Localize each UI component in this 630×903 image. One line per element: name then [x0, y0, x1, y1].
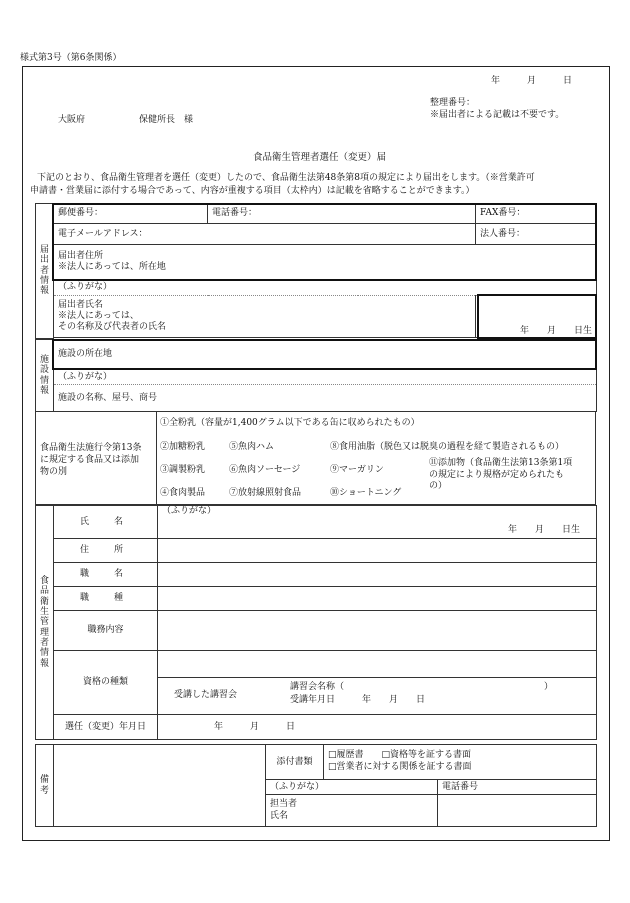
attachments-checklist[interactable] — [324, 745, 597, 780]
food-type-option-1[interactable]: ①全粉乳（容量が1,400グラム以下である缶に収められたもの） — [160, 418, 420, 428]
food-type-option-4[interactable]: ④食肉製品 — [160, 488, 206, 498]
contact-furigana-field[interactable]: （ふりがな） — [266, 780, 438, 795]
submission-date: 年 月 日 — [491, 76, 573, 86]
facility-table — [35, 339, 597, 412]
applicant-furigana-field[interactable]: （ふりがな） — [54, 280, 597, 296]
manager-address-field[interactable] — [158, 539, 597, 563]
manager-occupation-label: 職 名 — [54, 563, 158, 587]
manager-job-type-field[interactable] — [158, 587, 597, 611]
course-date-label: 受講年月日 年 月 日 — [290, 695, 426, 705]
remarks-field[interactable] — [54, 745, 266, 827]
qualification-label: 資格の種類 — [54, 651, 158, 715]
addressee-title: 保健所長 様 — [139, 115, 194, 125]
food-type-option-9[interactable]: ⑨マーガリン — [330, 465, 384, 475]
contact-person-name-label: 氏名 — [270, 810, 289, 821]
intro-text-line-2: 申請書・営業届に添付する場合であって、内容が重複する項目（太枠内）は記載を省略することができます。） — [30, 186, 475, 196]
reference-number-label: 整理番号： — [430, 98, 476, 108]
applicant-name-note-2: その名称及び代表者の氏名 — [58, 321, 167, 332]
reference-number-note: ※届出者による記載は不要です。 — [430, 110, 565, 120]
manager-name-label: 氏 名 — [54, 506, 158, 539]
fax-field[interactable]: FAX番号： — [476, 204, 597, 224]
form-number: 様式第3号（第6条関係） — [20, 53, 122, 63]
facility-name-field[interactable]: 施設の名称、屋号、商号 — [54, 385, 597, 412]
attachments-label: 添付書類 — [266, 745, 324, 780]
applicant-table — [35, 203, 597, 339]
training-course-field[interactable] — [158, 678, 597, 715]
manager-birth-field: 年 月 日生 — [507, 525, 580, 536]
applicant-name-label: 届出者氏名 — [58, 300, 104, 311]
addressee-prefecture: 大阪府 — [58, 115, 86, 125]
training-course-label: 受講した講習会 — [174, 690, 238, 700]
contact-phone-label: 電話番号 — [438, 780, 597, 795]
manager-table — [35, 505, 597, 740]
remarks-table — [35, 744, 597, 827]
manager-address-label: 住 所 — [54, 539, 158, 563]
contact-person-label: 担当者 — [270, 798, 298, 809]
facility-furigana-field[interactable]: （ふりがな） — [54, 370, 597, 385]
remarks-side-label: 備考 — [36, 745, 54, 827]
food-type-option-11[interactable]: ⑪添加物（食品衛生法第13条第1項 の規定により規格が定められたも の） — [429, 458, 573, 492]
attachment-checkbox-resume[interactable]: □履歴書 □資格等を証する書面 — [328, 750, 472, 761]
food-type-option-3[interactable]: ③調製粉乳 — [160, 465, 206, 475]
applicant-address-note: ※法人にあっては、所在地 — [58, 262, 166, 272]
manager-duties-label: 職務内容 — [54, 611, 158, 651]
food-type-option-2[interactable]: ②加糖粉乳 — [160, 442, 206, 452]
manager-occupation-field[interactable] — [158, 563, 597, 587]
applicant-address-field[interactable] — [54, 245, 597, 280]
qualification-field[interactable] — [158, 651, 597, 678]
phone-field[interactable]: 電話番号： — [208, 204, 476, 224]
corporate-number-field[interactable]: 法人番号： — [476, 224, 597, 245]
applicant-side-label: 届出者情報 — [36, 204, 54, 339]
form-title: 食品衛生管理者選任（変更）届 — [253, 152, 387, 163]
email-field[interactable]: 電子メールアドレス： — [54, 224, 476, 245]
course-name-label: 講習会名称（ — [290, 682, 345, 692]
facility-side-label: 施設情報 — [36, 340, 54, 412]
applicant-name-field[interactable] — [54, 296, 476, 338]
facility-location-field[interactable]: 施設の所在地 — [54, 340, 597, 370]
food-type-option-5[interactable]: ⑤魚肉ハム — [229, 442, 275, 452]
attachment-checkbox-relation[interactable]: □営業者に対する関係を証する書面 — [328, 762, 472, 772]
applicant-name-note-1: ※法人にあっては、 — [58, 311, 139, 322]
manager-name-field[interactable] — [158, 506, 597, 539]
food-type-option-8[interactable]: ⑧食用油脂（脱色又は脱臭の過程を経て製造されるもの） — [330, 442, 565, 452]
manager-furigana-label: （ふりがな） — [162, 506, 217, 516]
manager-job-type-label: 職 種 — [54, 587, 158, 611]
contact-phone-field[interactable] — [438, 795, 597, 827]
contact-person-field[interactable] — [266, 795, 438, 827]
intro-text-line-1: 下記のとおり、食品衛生管理者を選任（変更）したので、食品衛生法第48条第8項の規定により届出をします。（※営業許可 — [28, 173, 535, 183]
appointment-date-label: 選任（変更）年月日 — [54, 715, 158, 740]
appointment-date-field[interactable]: 年 月 日 — [158, 715, 597, 740]
food-type-label: 食品衛生法施行令第13条 に規定する食品又は添加 物の別 — [40, 443, 142, 478]
postal-code-field[interactable]: 郵便番号： — [54, 204, 208, 224]
manager-side-label: 食品衛生管理者情報 — [36, 506, 54, 740]
applicant-birth-field[interactable]: 年 月 日生 — [476, 296, 597, 338]
food-type-option-7[interactable]: ⑦放射線照射食品 — [229, 488, 302, 498]
food-type-option-6[interactable]: ⑥魚肉ソーセージ — [229, 465, 301, 475]
food-type-option-10[interactable]: ⑩ショートニング — [330, 488, 402, 498]
applicant-address-label: 届出者住所 — [58, 251, 104, 262]
course-name-close: ） — [544, 682, 554, 692]
manager-duties-field[interactable] — [158, 611, 597, 651]
